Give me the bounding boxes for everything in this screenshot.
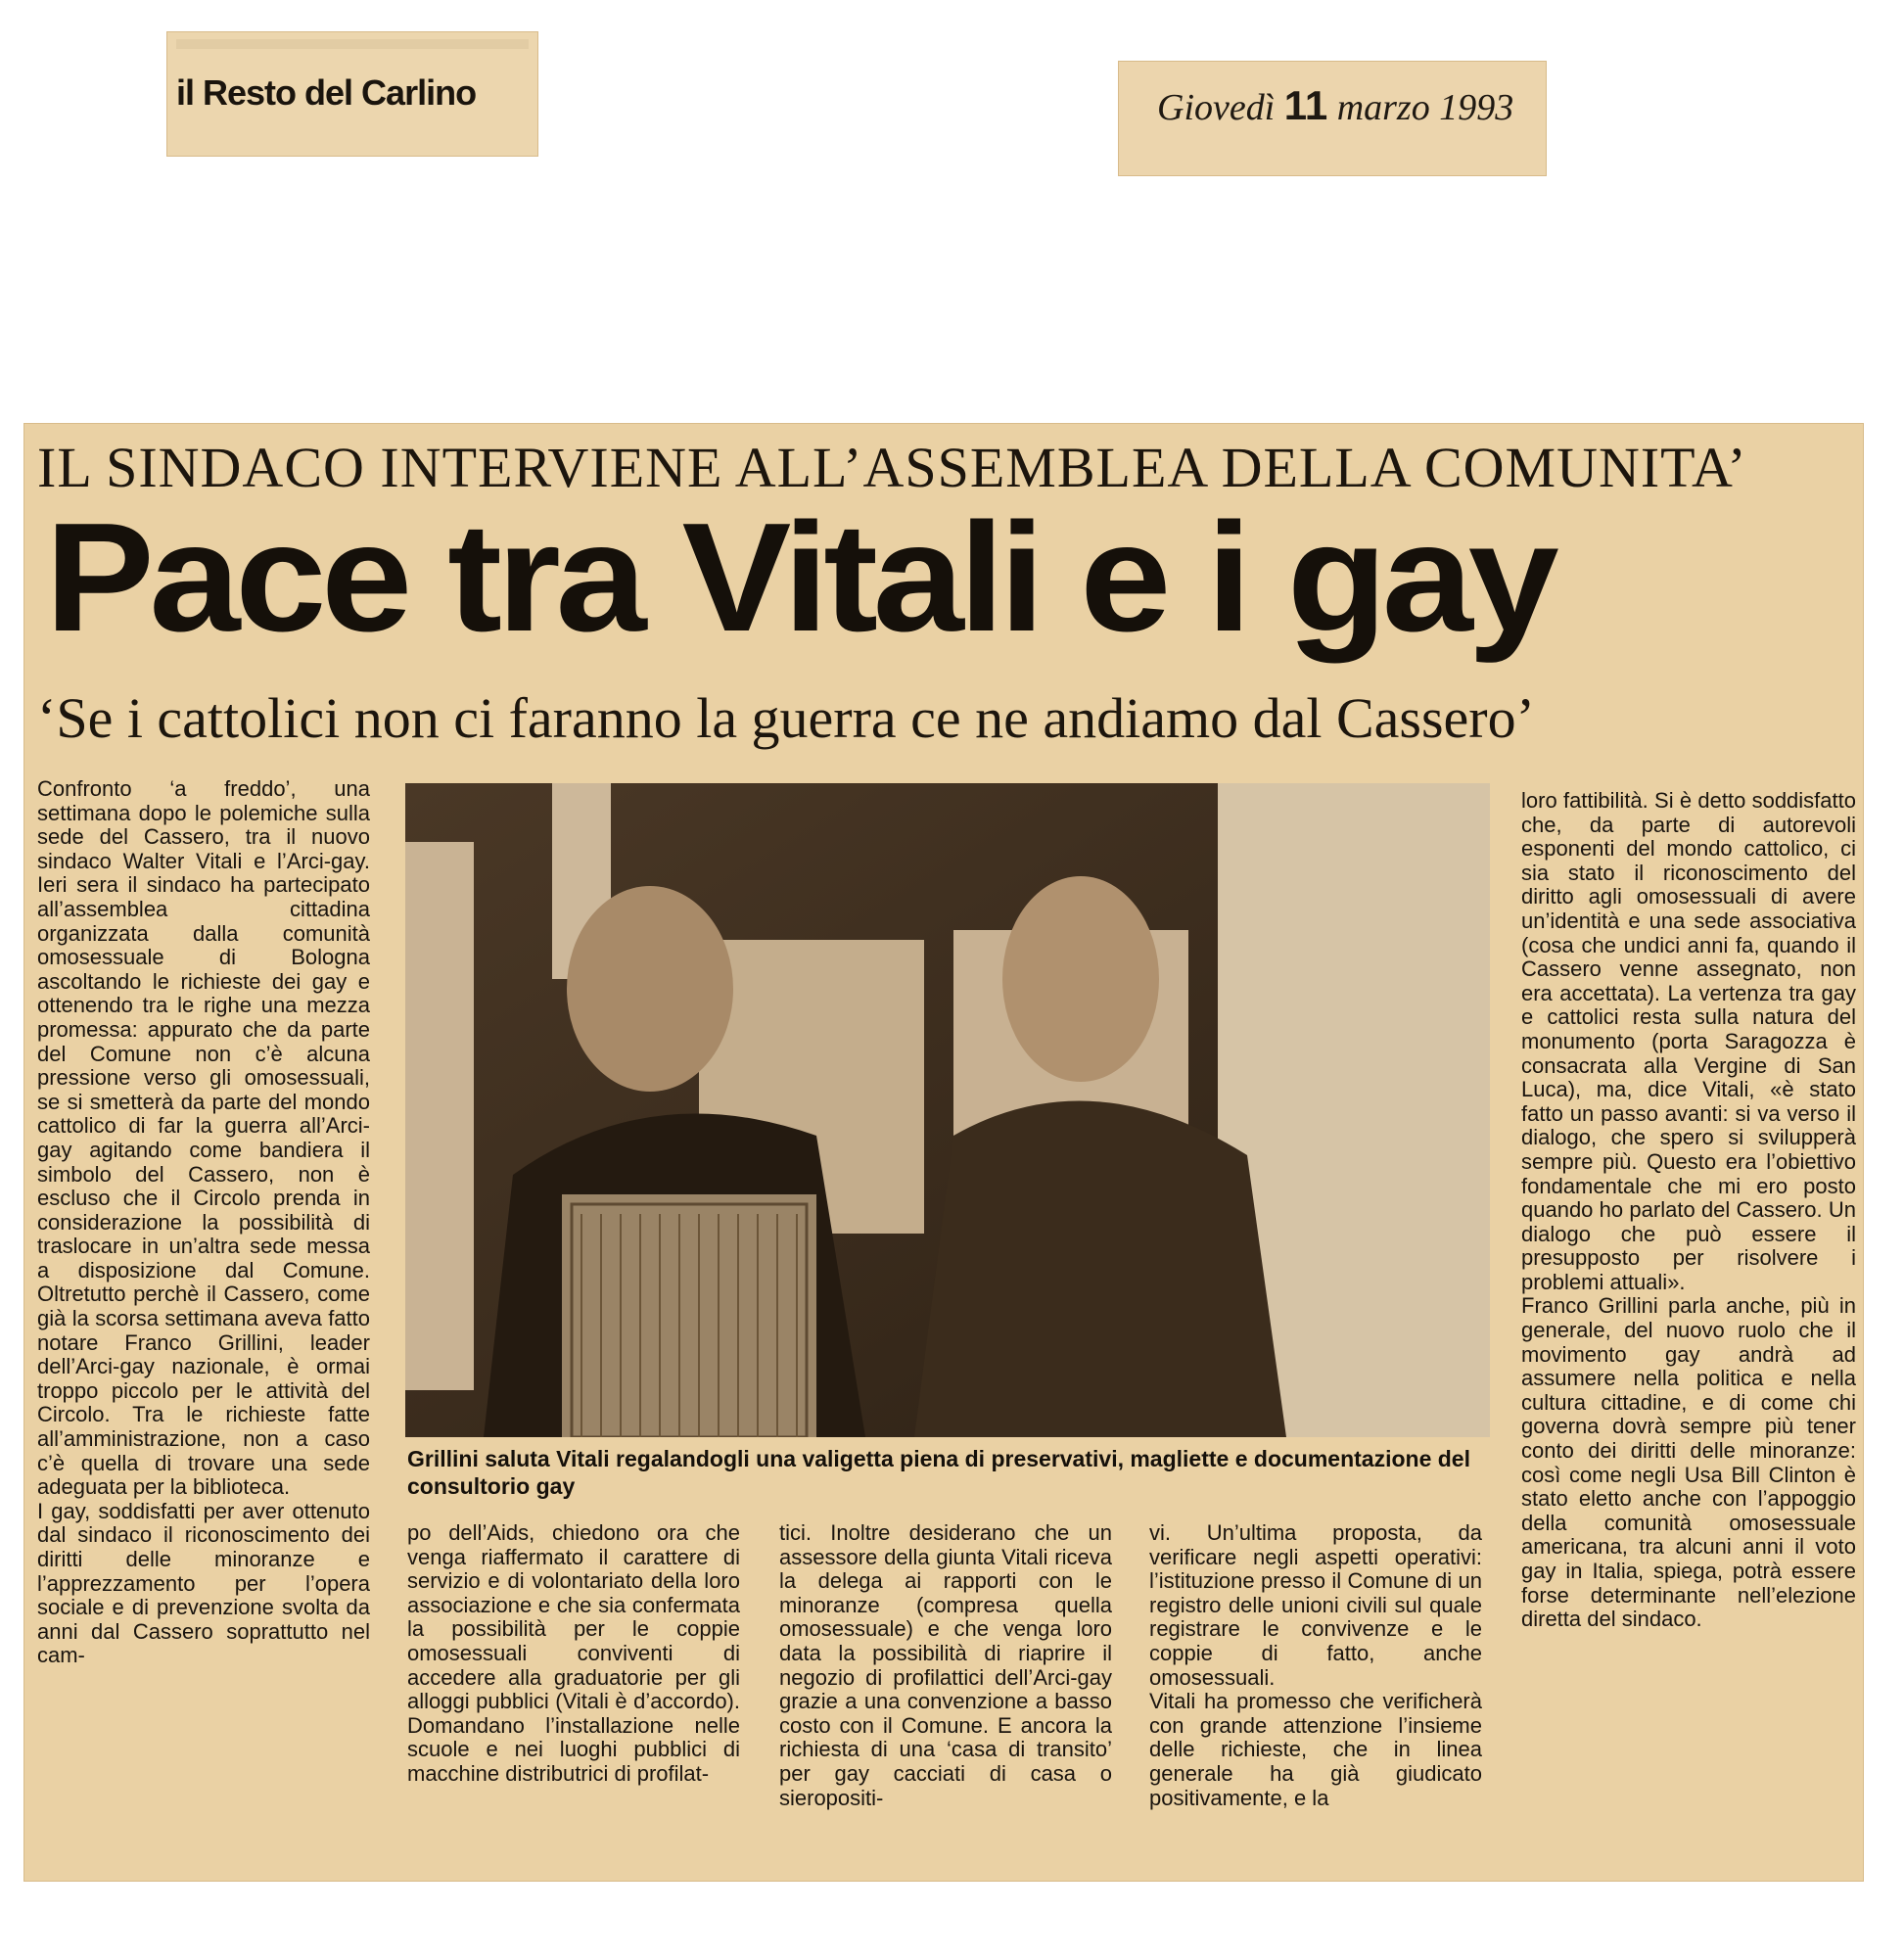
article-column-right (1521, 789, 1856, 1632)
publication-date (1157, 82, 1513, 129)
paragraph: Vitali ha promesso che verificherà con grande attenzione l’insieme delle richieste, che in linea generale ha già giudicato positivamente, e la (1149, 1689, 1482, 1810)
photo-illustration (405, 783, 1490, 1437)
date-clipping (1118, 61, 1547, 176)
date-weekday: Giovedì (1157, 87, 1276, 128)
article-photo (405, 783, 1490, 1437)
article-column-bottom-3 (1149, 1521, 1482, 1810)
paragraph: Confronto ‘a freddo’, una settimana dopo le polemiche sulla sede del Cassero, tra il nuovo sindaco Walter Vitali e l’Arci-gay. Ieri sera il sindaco ha partecipato all’assemblea cittadina organizzata dalla comunità omosessuale di Bologna ascoltando le richieste dei gay e ottenendo tra le righe una mezza promessa: appurato che da parte del Comune non c’è alcuna pressione verso gli omosessuali, se si smetterà da parte del mondo cattolico di far la guerra all’Arci-gay agitando come bandiera il simbolo del Cassero, non è escluso che il Circolo prenda in considerazione la possibilità di traslocare in un’altra sede messa a disposizione dal Comune. Oltretutto perchè il Cassero, come già la scorsa settimana aveva fatto notare Franco Grillini, leader dell’Arci-gay nazionale, è ormai troppo piccolo per le attività del Circolo. Tra le richieste fatte all’amministrazione, non a caso c’è quella di trovare una sede adeguata per la biblioteca. (37, 776, 370, 1500)
article-kicker: IL SINDACO INTERVIENE ALL’ASSEMBLEA DELLA COMUNITA’ (37, 436, 1747, 499)
date-day: 11 (1283, 82, 1328, 128)
paragraph: Franco Grillini parla anche, più in generale, del nuovo ruolo che il movimento gay andrà ad assumere nella politica e nella cultura cittadine, e di come chi governa dovrà sempre più tener conto dei diritti delle minoranze: così come negli Usa Bill Clinton è stato eletto anche con l’appoggio della comunità omosessuale americana, tra alcuni anni il voto gay in Italia, spiega, potrà essere forse determinante nell’elezione diretta del sindaco. (1521, 1293, 1856, 1632)
bleed-through-text (176, 39, 529, 49)
article-clipping (23, 423, 1864, 1882)
article-subhead: ‘Se i cattolici non ci faranno la guerra ce ne andiamo dal Cassero’ (37, 686, 1535, 750)
photo-caption: Grillini saluta Vitali regalandogli una valigetta piena di preservativi, magliette e documentazione del consultorio gay (407, 1446, 1470, 1499)
paragraph: I gay, soddisfatti per aver ottenuto dal sindaco il riconoscimento dei diritti delle minoranze e l’apprezzamento per l’opera sociale e di prevenzione svolta da anni dal Cassero soprattutto nel cam- (37, 1498, 370, 1668)
paragraph: vi. Un’ultima proposta, da verificare negli aspetti operativi: l’istituzione presso il Comune di un registro delle unioni civili sul quale registrare le convivenze e le coppie di fatto, anche omosessuali. (1149, 1520, 1482, 1690)
newspaper-masthead: il Resto del Carlino (176, 72, 477, 113)
paragraph: tici. Inoltre desiderano che un assessore della giunta Vitali riceva la delega ai rapporti con le minoranze (compresa quella omosessuale) e che venga loro data la possibilità di riaprire il negozio di profilattici dell’Arci-gay grazie a una convenzione a basso costo con il Comune. E ancora la richiesta di una ‘casa di transito’ per gay cacciati di casa o sieropositi- (779, 1520, 1112, 1810)
article-headline: Pace tra Vitali e i gay (45, 491, 1555, 664)
date-month-year: marzo 1993 (1336, 87, 1514, 128)
paragraph: loro fattibilità. Si è detto soddisfatto che, da parte di autorevoli esponenti del mondo cattolico, ci sia stato il riconoscimento del diritto agli omosessuali di avere un’identità e una sede associativa (cosa che undici anni fa, quando il Cassero venne assegnato, non era accettata). La vertenza tra gay e cattolici resta sulla natura del monumento (porta Saragozza è consacrata alla Vergine di San Luca), ma, dice Vitali, «è stato fatto un passo avanti: si va verso il dialogo, che spero si svilupperà sempre più. Questo era l’obiettivo fondamentale che mi ero posto quando ho parlato del Cassero. Un dialogo che può essere il presupposto per risolvere i problemi attuali». (1521, 788, 1856, 1294)
paragraph: po dell’Aids, chiedono ora che venga riaffermato il carattere di servizio e di volontariato della loro associazione e che sia confermata la possibilità per le coppie omosessuali conviventi di accedere alla graduatorie per gli alloggi pubblici (Vitali è d’accordo). Domandano l’installazione nelle scuole e nei luoghi pubblici di macchine distributrici di profilat- (407, 1520, 740, 1786)
masthead-clipping (166, 31, 538, 157)
article-column-left (37, 777, 370, 1668)
article-column-bottom-2 (779, 1521, 1112, 1810)
article-column-bottom-1 (407, 1521, 740, 1787)
